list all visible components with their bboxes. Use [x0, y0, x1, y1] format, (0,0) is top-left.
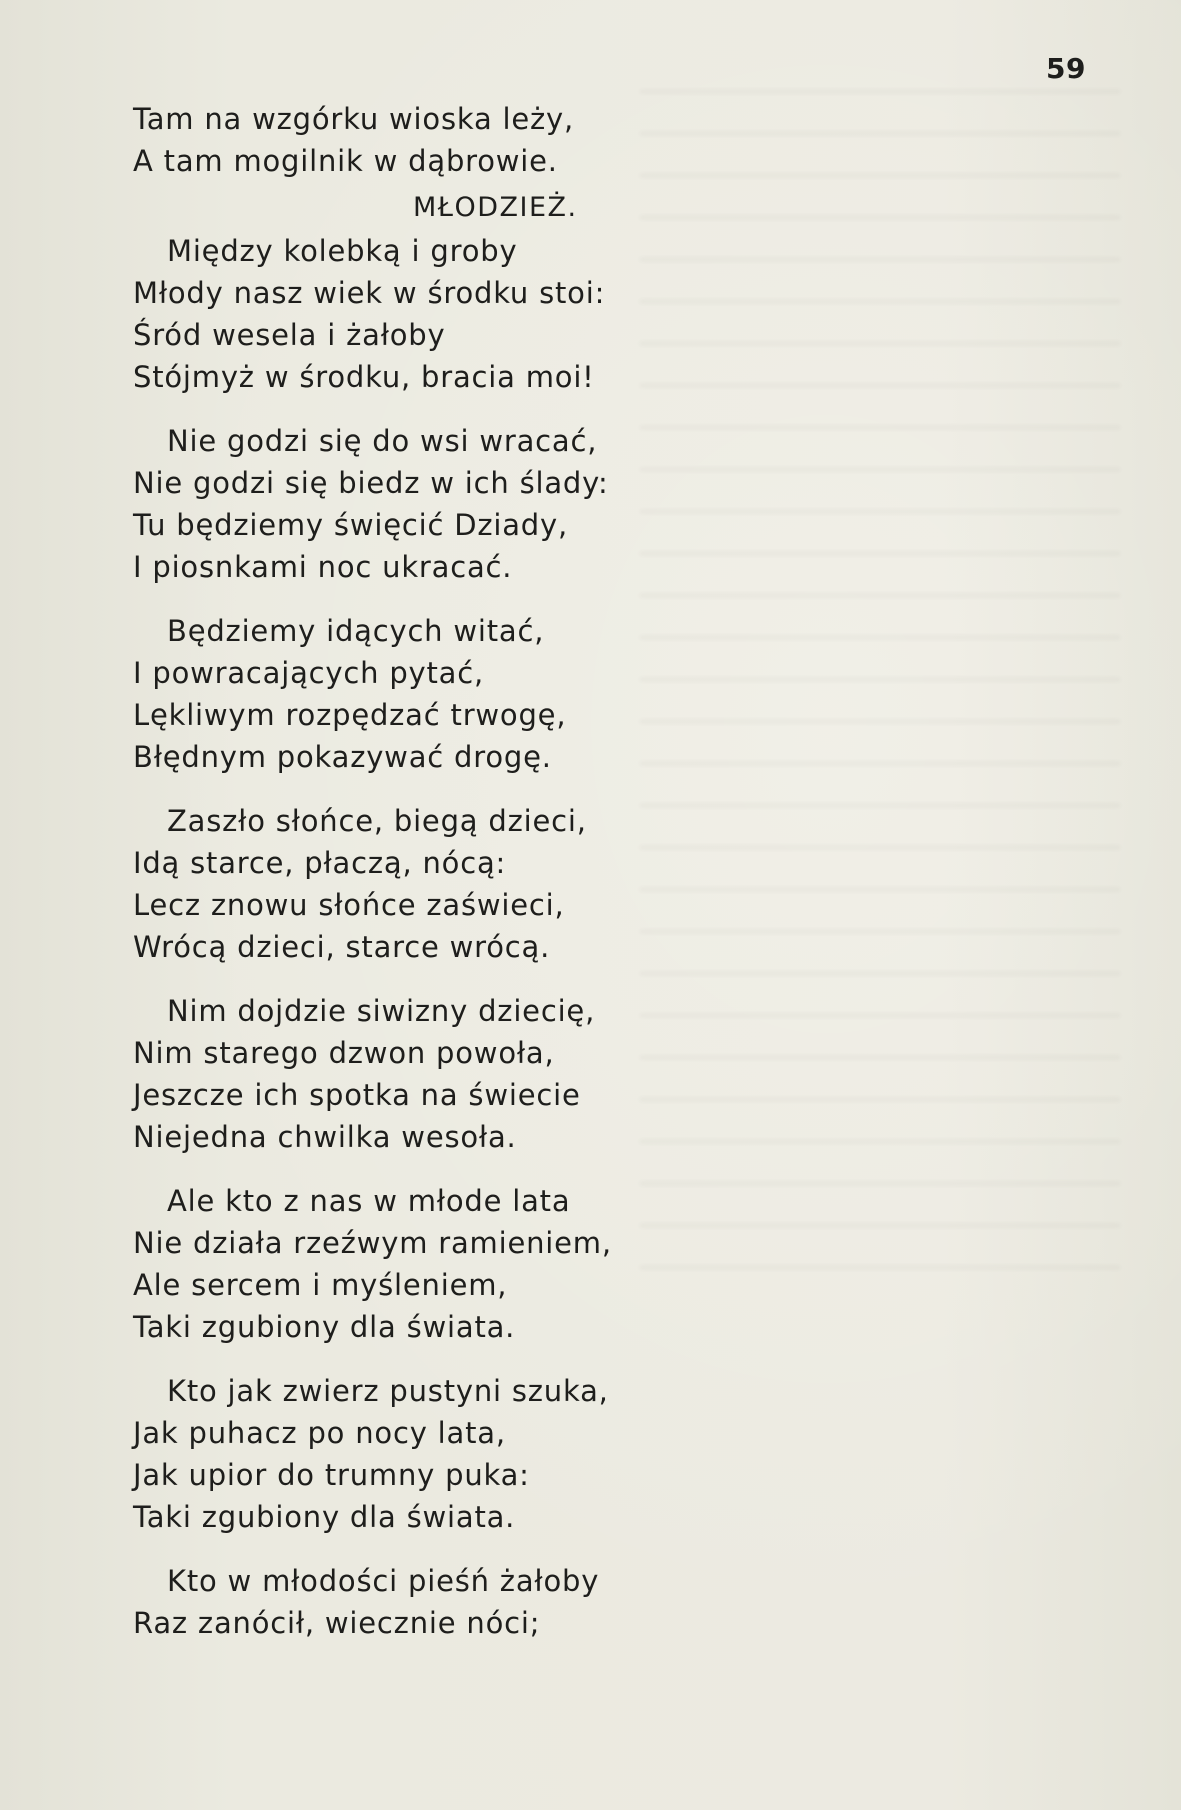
poem-line: Stójmyż w środku, bracia moi!	[133, 360, 595, 394]
poem-line: Nie godzi się biedz w ich ślady:	[133, 466, 609, 500]
poem-line: Będziemy idących witać,	[167, 614, 545, 648]
stanza	[133, 990, 773, 1158]
poem-line: Lękliwym rozpędzać trwogę,	[133, 698, 567, 732]
stanza	[133, 1180, 773, 1348]
stanza	[133, 800, 773, 968]
stanza	[133, 230, 773, 398]
poem-line: Tam na wzgórku wioska leży,	[133, 102, 575, 136]
poem-line: Śród wesela i żałoby	[133, 318, 446, 352]
poem-line: Tu będziemy święcić Dziady,	[133, 508, 568, 542]
poem-line: Taki zgubiony dla świata.	[133, 1500, 516, 1534]
poem-line: I powracających pytać,	[133, 656, 485, 690]
poem-line: Młody nasz wiek w środku stoi:	[133, 276, 606, 310]
stanza	[133, 1560, 773, 1644]
poem-line: Nim dojdzie siwizny dziecię,	[167, 994, 596, 1028]
stanza	[133, 1370, 773, 1538]
opening-stanza	[133, 98, 773, 182]
poem-line: Lecz znowu słońce zaświeci,	[133, 888, 565, 922]
poem-line: A tam mogilnik w dąbrowie.	[133, 144, 558, 178]
poem-line: Wrócą dzieci, starce wrócą.	[133, 930, 551, 964]
poem-line: Między kolebką i groby	[167, 234, 518, 268]
poem-line: Zaszło słońce, biegą dzieci,	[167, 804, 587, 838]
poem-line: Raz zanócił, wiecznie nóci;	[133, 1606, 541, 1640]
poem-line: Jeszcze ich spotka na świecie	[133, 1078, 581, 1112]
poem-line: Kto w młodości pieśń żałoby	[167, 1564, 600, 1598]
poem-line: Taki zgubiony dla świata.	[133, 1310, 516, 1344]
poem-line: Nie działa rzeźwym ramieniem,	[133, 1226, 612, 1260]
page-number: 59	[1046, 52, 1086, 85]
poem-line: Niejedna chwilka wesoła.	[133, 1120, 517, 1154]
poem-line: Ale sercem i myśleniem,	[133, 1268, 508, 1302]
poem-line: Błędnym pokazywać drogę.	[133, 740, 552, 774]
poem-line: Ale kto z nas w młode lata	[167, 1184, 571, 1218]
poem-line: Nie godzi się do wsi wracać,	[167, 424, 598, 458]
poem-line: Kto jak zwierz pustyni szuka,	[167, 1374, 609, 1408]
stanza	[133, 420, 773, 588]
section-title: MŁODZIEŻ.	[413, 192, 578, 223]
poem-line: Jak puhacz po nocy lata,	[133, 1416, 506, 1450]
poem-body	[133, 98, 773, 1666]
poem-line: I piosnkami noc ukracać.	[133, 550, 513, 584]
stanza	[133, 610, 773, 778]
poem-line: Nim starego dzwon powoła,	[133, 1036, 555, 1070]
poem-line: Jak upior do trumny puka:	[133, 1458, 530, 1492]
poem-line: Idą starce, płaczą, nócą:	[133, 846, 507, 880]
